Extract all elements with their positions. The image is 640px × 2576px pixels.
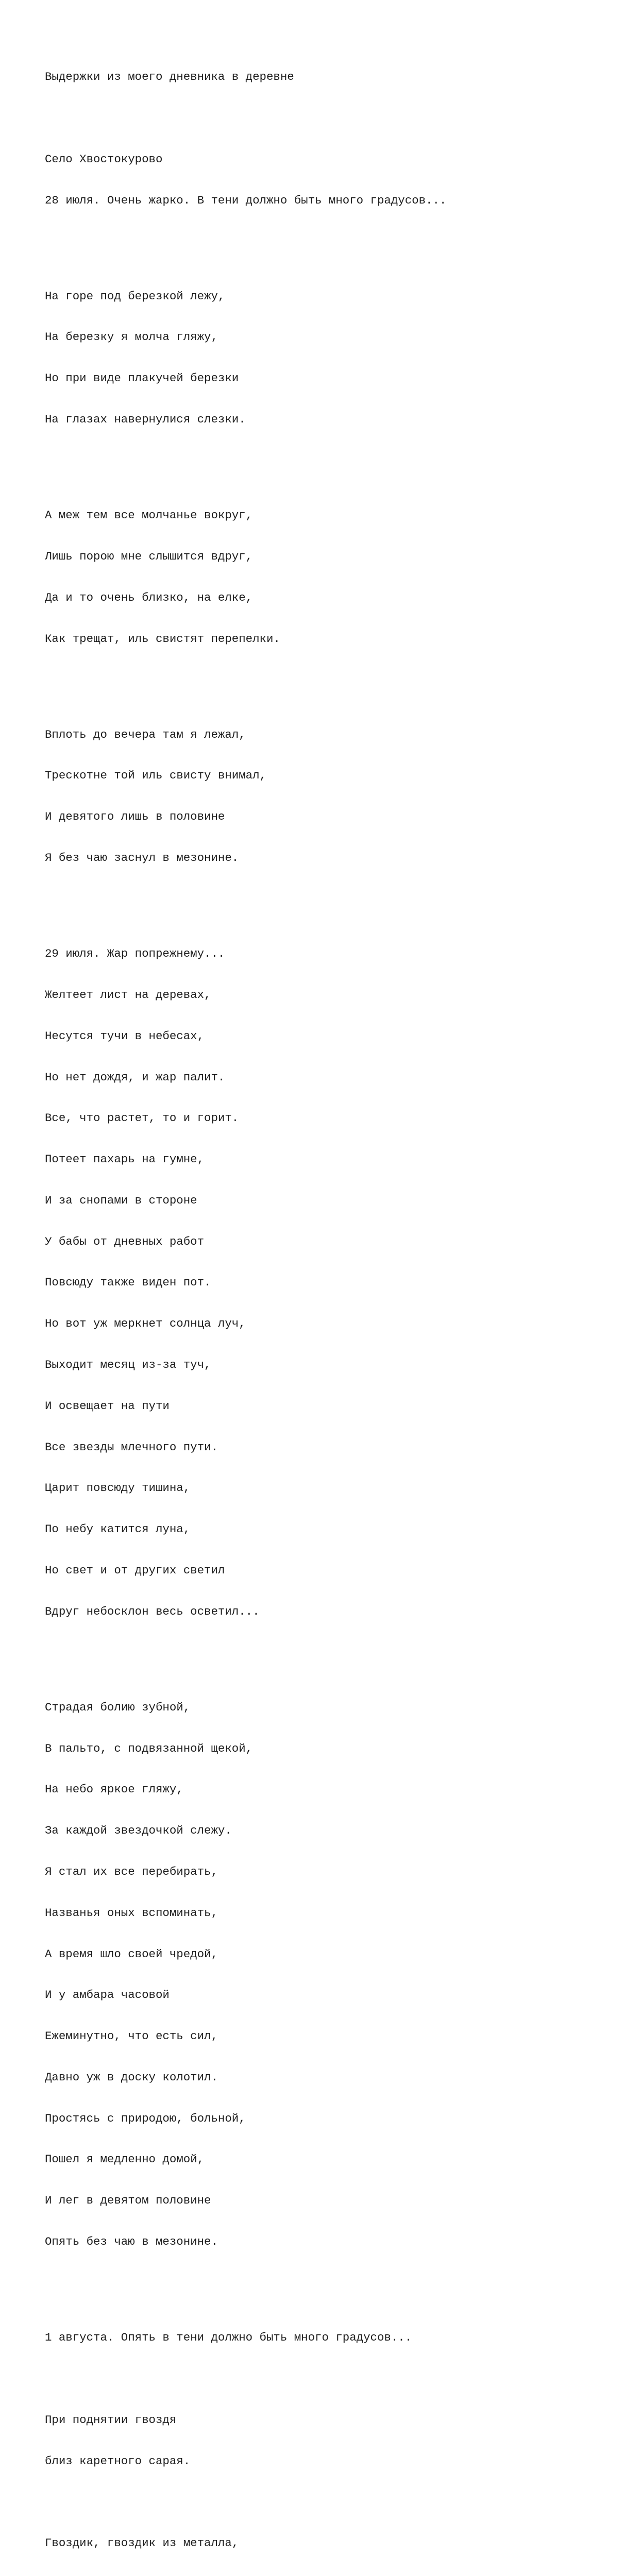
document-title: Выдержки из моего дневника в деревне (45, 70, 294, 84)
poem-line: Гвоздик, гвоздик из металла, (45, 2536, 239, 2550)
poem-line: За каждой звездочкой слежу. (45, 1824, 232, 1838)
poem-line: Вплоть до вечера там я лежал, (45, 727, 246, 741)
poem-line: На березку я молча гляжу, (45, 330, 218, 344)
poem-line: На глазах навернулися слезки. (45, 413, 246, 427)
poem-line: Опять без чаю в мезонине. (45, 2235, 218, 2248)
blank-line (45, 892, 612, 906)
poem-line: И лег в девятом половине (45, 2194, 211, 2208)
blank-line (45, 454, 612, 468)
poem-subtitle: близ каретного сарая. (45, 2454, 191, 2468)
poem-line: Да и то очень близко, на елке, (45, 590, 253, 604)
poem-line: Повсюду также виден пот. (45, 1276, 211, 1290)
poem-line: Все звезды млечного пути. (45, 1440, 218, 1454)
poem-line: По небу катится луна, (45, 1522, 191, 1536)
poem-line: Трескотне той иль свисту внимал, (45, 769, 266, 783)
poem-line: Все, что растет, то и горит. (45, 1111, 239, 1125)
blank-line (45, 2495, 612, 2509)
poem-line: Я стал их все перебирать, (45, 1865, 218, 1878)
poem-line: Выходит месяц из-за туч, (45, 1358, 211, 1371)
poem-line: У бабы от дневных работ (45, 1234, 205, 1248)
entry-heading: 1 августа. Опять в тени должно быть много градусов... (45, 2331, 412, 2345)
poem-line: На небо яркое гляжу, (45, 1783, 183, 1797)
poem-line: И за снопами в стороне (45, 1193, 197, 1207)
poem-line: Ежеминутно, что есть сил, (45, 2029, 218, 2043)
poem-line: Вдруг небосклон весь осветил... (45, 1604, 260, 1618)
poem-line: Желтеет лист на деревах, (45, 988, 211, 1002)
poem-line: А время шло своей чредой, (45, 1947, 218, 1961)
poem-line: Простясь с природою, больной, (45, 2111, 246, 2125)
poem-line: Как трещат, иль свистят перепелки. (45, 632, 280, 646)
blank-line (45, 1646, 612, 1659)
poem-line: Но нет дождя, и жар палит. (45, 1070, 225, 1084)
poem-line: Пошел я медленно домой, (45, 2153, 205, 2166)
blank-line (45, 111, 612, 125)
poem-line: Лишь порою мне слышится вдруг, (45, 549, 253, 563)
poem-line: Страдая болию зубной, (45, 1700, 191, 1714)
location-line: Село Хвостокурово (45, 152, 163, 166)
poem-line: Но вот уж меркнет солнца луч, (45, 1317, 246, 1331)
blank-line (45, 2276, 612, 2290)
poem-line: Я без чаю заснул в мезонине. (45, 851, 239, 865)
poem-line: Давно уж в доску колотил. (45, 2070, 218, 2084)
poem-line: Царит повсюду тишина, (45, 1481, 191, 1495)
poem-subtitle: При поднятии гвоздя (45, 2413, 177, 2427)
poem-line: И освещает на пути (45, 1399, 170, 1413)
entry-heading: 29 июля. Жар попрежнему... (45, 947, 225, 961)
poem-line: Но при виде плакучей березки (45, 371, 239, 385)
diary-text (45, 43, 612, 2576)
poem-line: Но свет и от других светил (45, 1563, 225, 1577)
blank-line (45, 2372, 612, 2386)
poem-line: В пальто, с подвязанной щекой, (45, 1741, 253, 1755)
blank-line (45, 673, 612, 687)
poem-line: А меж тем все молчанье вокруг, (45, 509, 253, 522)
poem-line: И девятого лишь в половине (45, 810, 225, 824)
poem-line: На горе под березкой лежу, (45, 289, 225, 303)
poem-line: И у амбара часовой (45, 1988, 170, 2002)
poem-line: Названья оных вспоминать, (45, 1906, 218, 1920)
poem-line: Несутся тучи в небесах, (45, 1029, 205, 1043)
entry-heading: 28 июля. Очень жарко. В тени должно быть много градусов... (45, 193, 447, 207)
poem-line: Потеет пахарь на гумне, (45, 1153, 205, 1166)
blank-line (45, 234, 612, 248)
